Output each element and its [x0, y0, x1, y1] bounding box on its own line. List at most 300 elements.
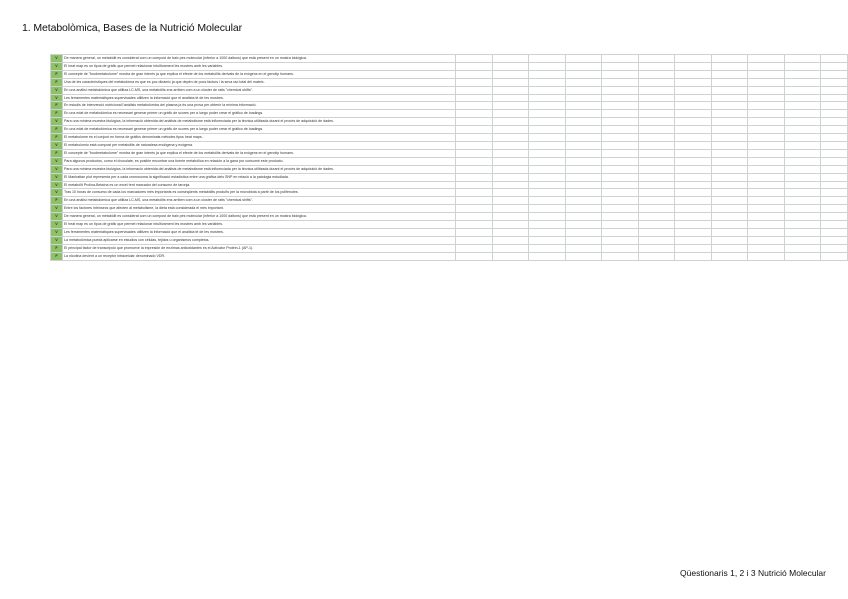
empty-cell[interactable]	[748, 55, 785, 63]
answer-cell[interactable]: F	[51, 149, 63, 157]
empty-cell[interactable]	[492, 197, 529, 205]
empty-cell[interactable]	[456, 70, 493, 78]
answer-cell[interactable]: V	[51, 221, 63, 229]
empty-cell[interactable]	[711, 157, 748, 165]
empty-cell[interactable]	[784, 197, 821, 205]
empty-cell[interactable]	[784, 94, 821, 102]
answer-cell[interactable]: V	[51, 118, 63, 126]
empty-cell[interactable]	[784, 173, 821, 181]
empty-cell[interactable]	[602, 221, 639, 229]
empty-cell[interactable]	[529, 62, 566, 70]
question-cell[interactable]	[63, 86, 456, 94]
empty-cell[interactable]	[748, 70, 785, 78]
empty-cell[interactable]	[675, 55, 712, 63]
empty-cell[interactable]	[456, 228, 493, 236]
empty-cell[interactable]	[711, 189, 748, 197]
empty-cell[interactable]	[748, 244, 785, 252]
empty-cell[interactable]	[821, 141, 848, 149]
empty-cell[interactable]	[638, 102, 675, 110]
empty-cell[interactable]	[675, 70, 712, 78]
empty-cell[interactable]	[748, 78, 785, 86]
empty-cell[interactable]	[675, 197, 712, 205]
empty-cell[interactable]	[638, 244, 675, 252]
empty-cell[interactable]	[821, 157, 848, 165]
empty-cell[interactable]	[675, 94, 712, 102]
answer-cell[interactable]: V	[51, 165, 63, 173]
empty-cell[interactable]	[565, 228, 602, 236]
empty-cell[interactable]	[529, 252, 566, 260]
empty-cell[interactable]	[529, 228, 566, 236]
empty-cell[interactable]	[748, 228, 785, 236]
empty-cell[interactable]	[529, 197, 566, 205]
answer-cell[interactable]: F	[51, 252, 63, 260]
empty-cell[interactable]	[456, 134, 493, 142]
empty-cell[interactable]	[492, 244, 529, 252]
empty-cell[interactable]	[492, 102, 529, 110]
empty-cell[interactable]	[492, 70, 529, 78]
empty-cell[interactable]	[492, 189, 529, 197]
empty-cell[interactable]	[748, 126, 785, 134]
empty-cell[interactable]	[565, 141, 602, 149]
empty-cell[interactable]	[565, 78, 602, 86]
empty-cell[interactable]	[456, 252, 493, 260]
answer-cell[interactable]: F	[51, 110, 63, 118]
empty-cell[interactable]	[748, 236, 785, 244]
empty-cell[interactable]	[602, 149, 639, 157]
empty-cell[interactable]	[784, 157, 821, 165]
empty-cell[interactable]	[492, 141, 529, 149]
empty-cell[interactable]	[675, 86, 712, 94]
empty-cell[interactable]	[784, 134, 821, 142]
empty-cell[interactable]	[821, 134, 848, 142]
empty-cell[interactable]	[529, 126, 566, 134]
empty-cell[interactable]	[711, 173, 748, 181]
question-cell[interactable]	[63, 141, 456, 149]
empty-cell[interactable]	[602, 141, 639, 149]
empty-cell[interactable]	[602, 126, 639, 134]
empty-cell[interactable]	[675, 157, 712, 165]
empty-cell[interactable]	[638, 126, 675, 134]
empty-cell[interactable]	[748, 62, 785, 70]
empty-cell[interactable]	[602, 70, 639, 78]
empty-cell[interactable]	[821, 244, 848, 252]
empty-cell[interactable]	[456, 141, 493, 149]
empty-cell[interactable]	[784, 70, 821, 78]
empty-cell[interactable]	[529, 165, 566, 173]
empty-cell[interactable]	[529, 157, 566, 165]
empty-cell[interactable]	[638, 94, 675, 102]
empty-cell[interactable]	[602, 181, 639, 189]
answer-cell[interactable]: V	[51, 189, 63, 197]
answer-cell[interactable]: F	[51, 102, 63, 110]
empty-cell[interactable]	[638, 205, 675, 213]
empty-cell[interactable]	[492, 165, 529, 173]
empty-cell[interactable]	[711, 94, 748, 102]
empty-cell[interactable]	[565, 236, 602, 244]
empty-cell[interactable]	[602, 197, 639, 205]
empty-cell[interactable]	[638, 213, 675, 221]
empty-cell[interactable]	[529, 78, 566, 86]
answer-cell[interactable]: F	[51, 244, 63, 252]
empty-cell[interactable]	[529, 118, 566, 126]
empty-cell[interactable]	[638, 149, 675, 157]
empty-cell[interactable]	[821, 86, 848, 94]
empty-cell[interactable]	[675, 244, 712, 252]
empty-cell[interactable]	[675, 110, 712, 118]
empty-cell[interactable]	[675, 118, 712, 126]
empty-cell[interactable]	[784, 149, 821, 157]
empty-cell[interactable]	[711, 205, 748, 213]
empty-cell[interactable]	[675, 205, 712, 213]
empty-cell[interactable]	[638, 189, 675, 197]
empty-cell[interactable]	[748, 213, 785, 221]
empty-cell[interactable]	[784, 141, 821, 149]
question-cell[interactable]	[63, 102, 456, 110]
empty-cell[interactable]	[492, 94, 529, 102]
empty-cell[interactable]	[529, 181, 566, 189]
empty-cell[interactable]	[784, 244, 821, 252]
empty-cell[interactable]	[821, 55, 848, 63]
question-cell[interactable]	[63, 165, 456, 173]
empty-cell[interactable]	[565, 126, 602, 134]
empty-cell[interactable]	[675, 141, 712, 149]
empty-cell[interactable]	[675, 102, 712, 110]
question-cell[interactable]	[63, 94, 456, 102]
empty-cell[interactable]	[638, 141, 675, 149]
empty-cell[interactable]	[638, 228, 675, 236]
empty-cell[interactable]	[675, 189, 712, 197]
question-cell[interactable]	[63, 173, 456, 181]
empty-cell[interactable]	[675, 78, 712, 86]
empty-cell[interactable]	[456, 173, 493, 181]
empty-cell[interactable]	[784, 213, 821, 221]
empty-cell[interactable]	[492, 236, 529, 244]
empty-cell[interactable]	[602, 252, 639, 260]
empty-cell[interactable]	[565, 221, 602, 229]
empty-cell[interactable]	[638, 157, 675, 165]
empty-cell[interactable]	[638, 55, 675, 63]
empty-cell[interactable]	[456, 126, 493, 134]
empty-cell[interactable]	[821, 197, 848, 205]
empty-cell[interactable]	[784, 86, 821, 94]
empty-cell[interactable]	[711, 55, 748, 63]
answer-cell[interactable]: V	[51, 213, 63, 221]
empty-cell[interactable]	[711, 197, 748, 205]
empty-cell[interactable]	[711, 86, 748, 94]
empty-cell[interactable]	[456, 213, 493, 221]
empty-cell[interactable]	[492, 78, 529, 86]
empty-cell[interactable]	[748, 141, 785, 149]
empty-cell[interactable]	[821, 221, 848, 229]
empty-cell[interactable]	[748, 118, 785, 126]
empty-cell[interactable]	[565, 102, 602, 110]
empty-cell[interactable]	[748, 102, 785, 110]
answer-cell[interactable]: V	[51, 157, 63, 165]
answer-cell[interactable]: V	[51, 141, 63, 149]
answer-cell[interactable]: F	[51, 78, 63, 86]
empty-cell[interactable]	[821, 213, 848, 221]
question-cell[interactable]	[63, 126, 456, 134]
empty-cell[interactable]	[456, 244, 493, 252]
empty-cell[interactable]	[492, 55, 529, 63]
empty-cell[interactable]	[492, 205, 529, 213]
empty-cell[interactable]	[529, 149, 566, 157]
empty-cell[interactable]	[748, 94, 785, 102]
empty-cell[interactable]	[602, 213, 639, 221]
question-cell[interactable]	[63, 181, 456, 189]
empty-cell[interactable]	[565, 189, 602, 197]
empty-cell[interactable]	[602, 173, 639, 181]
empty-cell[interactable]	[565, 205, 602, 213]
empty-cell[interactable]	[784, 228, 821, 236]
empty-cell[interactable]	[638, 181, 675, 189]
empty-cell[interactable]	[748, 252, 785, 260]
question-cell[interactable]	[63, 252, 456, 260]
empty-cell[interactable]	[675, 236, 712, 244]
question-cell[interactable]	[63, 197, 456, 205]
empty-cell[interactable]	[748, 86, 785, 94]
empty-cell[interactable]	[492, 181, 529, 189]
empty-cell[interactable]	[711, 141, 748, 149]
empty-cell[interactable]	[529, 94, 566, 102]
answer-cell[interactable]: F	[51, 134, 63, 142]
empty-cell[interactable]	[638, 236, 675, 244]
empty-cell[interactable]	[492, 110, 529, 118]
empty-cell[interactable]	[456, 110, 493, 118]
empty-cell[interactable]	[821, 118, 848, 126]
empty-cell[interactable]	[492, 62, 529, 70]
empty-cell[interactable]	[456, 86, 493, 94]
empty-cell[interactable]	[565, 149, 602, 157]
empty-cell[interactable]	[748, 181, 785, 189]
empty-cell[interactable]	[565, 70, 602, 78]
empty-cell[interactable]	[784, 236, 821, 244]
empty-cell[interactable]	[638, 221, 675, 229]
empty-cell[interactable]	[492, 149, 529, 157]
empty-cell[interactable]	[675, 221, 712, 229]
empty-cell[interactable]	[529, 110, 566, 118]
empty-cell[interactable]	[638, 86, 675, 94]
empty-cell[interactable]	[675, 149, 712, 157]
empty-cell[interactable]	[492, 157, 529, 165]
empty-cell[interactable]	[821, 165, 848, 173]
empty-cell[interactable]	[529, 213, 566, 221]
empty-cell[interactable]	[602, 94, 639, 102]
question-cell[interactable]	[63, 213, 456, 221]
question-cell[interactable]	[63, 244, 456, 252]
empty-cell[interactable]	[821, 228, 848, 236]
empty-cell[interactable]	[565, 244, 602, 252]
empty-cell[interactable]	[675, 213, 712, 221]
empty-cell[interactable]	[711, 252, 748, 260]
empty-cell[interactable]	[565, 86, 602, 94]
empty-cell[interactable]	[638, 110, 675, 118]
empty-cell[interactable]	[602, 78, 639, 86]
empty-cell[interactable]	[821, 236, 848, 244]
empty-cell[interactable]	[638, 70, 675, 78]
empty-cell[interactable]	[456, 236, 493, 244]
empty-cell[interactable]	[821, 70, 848, 78]
empty-cell[interactable]	[492, 213, 529, 221]
empty-cell[interactable]	[565, 62, 602, 70]
empty-cell[interactable]	[711, 221, 748, 229]
question-cell[interactable]	[63, 118, 456, 126]
empty-cell[interactable]	[711, 236, 748, 244]
empty-cell[interactable]	[711, 78, 748, 86]
empty-cell[interactable]	[821, 173, 848, 181]
empty-cell[interactable]	[456, 78, 493, 86]
question-cell[interactable]	[63, 205, 456, 213]
question-cell[interactable]	[63, 221, 456, 229]
empty-cell[interactable]	[492, 252, 529, 260]
empty-cell[interactable]	[711, 213, 748, 221]
question-cell[interactable]	[63, 110, 456, 118]
empty-cell[interactable]	[529, 205, 566, 213]
empty-cell[interactable]	[748, 197, 785, 205]
empty-cell[interactable]	[602, 236, 639, 244]
empty-cell[interactable]	[821, 181, 848, 189]
empty-cell[interactable]	[602, 205, 639, 213]
empty-cell[interactable]	[529, 221, 566, 229]
empty-cell[interactable]	[602, 165, 639, 173]
empty-cell[interactable]	[456, 157, 493, 165]
empty-cell[interactable]	[821, 94, 848, 102]
empty-cell[interactable]	[675, 62, 712, 70]
answer-cell[interactable]: F	[51, 126, 63, 134]
empty-cell[interactable]	[456, 149, 493, 157]
empty-cell[interactable]	[565, 197, 602, 205]
empty-cell[interactable]	[784, 62, 821, 70]
answer-cell[interactable]: F	[51, 70, 63, 78]
empty-cell[interactable]	[602, 134, 639, 142]
empty-cell[interactable]	[565, 181, 602, 189]
empty-cell[interactable]	[492, 134, 529, 142]
question-cell[interactable]	[63, 134, 456, 142]
answer-cell[interactable]: V	[51, 236, 63, 244]
empty-cell[interactable]	[784, 221, 821, 229]
empty-cell[interactable]	[784, 252, 821, 260]
empty-cell[interactable]	[602, 55, 639, 63]
empty-cell[interactable]	[821, 102, 848, 110]
empty-cell[interactable]	[565, 165, 602, 173]
answer-cell[interactable]: V	[51, 86, 63, 94]
empty-cell[interactable]	[565, 118, 602, 126]
empty-cell[interactable]	[565, 173, 602, 181]
answer-cell[interactable]: V	[51, 181, 63, 189]
empty-cell[interactable]	[456, 118, 493, 126]
answer-cell[interactable]: V	[51, 62, 63, 70]
empty-cell[interactable]	[529, 244, 566, 252]
empty-cell[interactable]	[675, 228, 712, 236]
empty-cell[interactable]	[456, 189, 493, 197]
empty-cell[interactable]	[711, 165, 748, 173]
empty-cell[interactable]	[565, 157, 602, 165]
empty-cell[interactable]	[748, 189, 785, 197]
empty-cell[interactable]	[638, 118, 675, 126]
empty-cell[interactable]	[565, 213, 602, 221]
empty-cell[interactable]	[529, 86, 566, 94]
empty-cell[interactable]	[529, 70, 566, 78]
empty-cell[interactable]	[492, 173, 529, 181]
empty-cell[interactable]	[492, 86, 529, 94]
empty-cell[interactable]	[821, 205, 848, 213]
empty-cell[interactable]	[821, 126, 848, 134]
empty-cell[interactable]	[602, 189, 639, 197]
empty-cell[interactable]	[456, 62, 493, 70]
empty-cell[interactable]	[529, 236, 566, 244]
empty-cell[interactable]	[529, 134, 566, 142]
empty-cell[interactable]	[784, 181, 821, 189]
empty-cell[interactable]	[602, 86, 639, 94]
empty-cell[interactable]	[748, 110, 785, 118]
empty-cell[interactable]	[456, 205, 493, 213]
empty-cell[interactable]	[638, 173, 675, 181]
empty-cell[interactable]	[602, 228, 639, 236]
empty-cell[interactable]	[784, 205, 821, 213]
empty-cell[interactable]	[565, 55, 602, 63]
empty-cell[interactable]	[711, 134, 748, 142]
answer-cell[interactable]: V	[51, 55, 63, 63]
empty-cell[interactable]	[748, 165, 785, 173]
empty-cell[interactable]	[456, 197, 493, 205]
empty-cell[interactable]	[529, 173, 566, 181]
empty-cell[interactable]	[748, 221, 785, 229]
empty-cell[interactable]	[492, 126, 529, 134]
empty-cell[interactable]	[821, 62, 848, 70]
empty-cell[interactable]	[784, 102, 821, 110]
empty-cell[interactable]	[748, 205, 785, 213]
empty-cell[interactable]	[456, 221, 493, 229]
empty-cell[interactable]	[711, 181, 748, 189]
question-cell[interactable]	[63, 149, 456, 157]
empty-cell[interactable]	[821, 149, 848, 157]
empty-cell[interactable]	[602, 157, 639, 165]
question-cell[interactable]	[63, 157, 456, 165]
answer-cell[interactable]: F	[51, 197, 63, 205]
empty-cell[interactable]	[675, 134, 712, 142]
empty-cell[interactable]	[602, 110, 639, 118]
question-cell[interactable]	[63, 228, 456, 236]
empty-cell[interactable]	[675, 165, 712, 173]
empty-cell[interactable]	[565, 134, 602, 142]
empty-cell[interactable]	[602, 118, 639, 126]
empty-cell[interactable]	[711, 126, 748, 134]
empty-cell[interactable]	[638, 165, 675, 173]
empty-cell[interactable]	[711, 244, 748, 252]
empty-cell[interactable]	[456, 181, 493, 189]
empty-cell[interactable]	[638, 78, 675, 86]
empty-cell[interactable]	[821, 110, 848, 118]
empty-cell[interactable]	[784, 118, 821, 126]
empty-cell[interactable]	[456, 165, 493, 173]
empty-cell[interactable]	[748, 173, 785, 181]
empty-cell[interactable]	[602, 244, 639, 252]
empty-cell[interactable]	[638, 134, 675, 142]
empty-cell[interactable]	[675, 126, 712, 134]
question-cell[interactable]	[63, 62, 456, 70]
empty-cell[interactable]	[456, 102, 493, 110]
answer-cell[interactable]: V	[51, 228, 63, 236]
empty-cell[interactable]	[748, 157, 785, 165]
empty-cell[interactable]	[602, 62, 639, 70]
question-cell[interactable]	[63, 189, 456, 197]
empty-cell[interactable]	[784, 189, 821, 197]
empty-cell[interactable]	[784, 55, 821, 63]
question-cell[interactable]	[63, 70, 456, 78]
empty-cell[interactable]	[711, 110, 748, 118]
empty-cell[interactable]	[821, 78, 848, 86]
empty-cell[interactable]	[821, 189, 848, 197]
